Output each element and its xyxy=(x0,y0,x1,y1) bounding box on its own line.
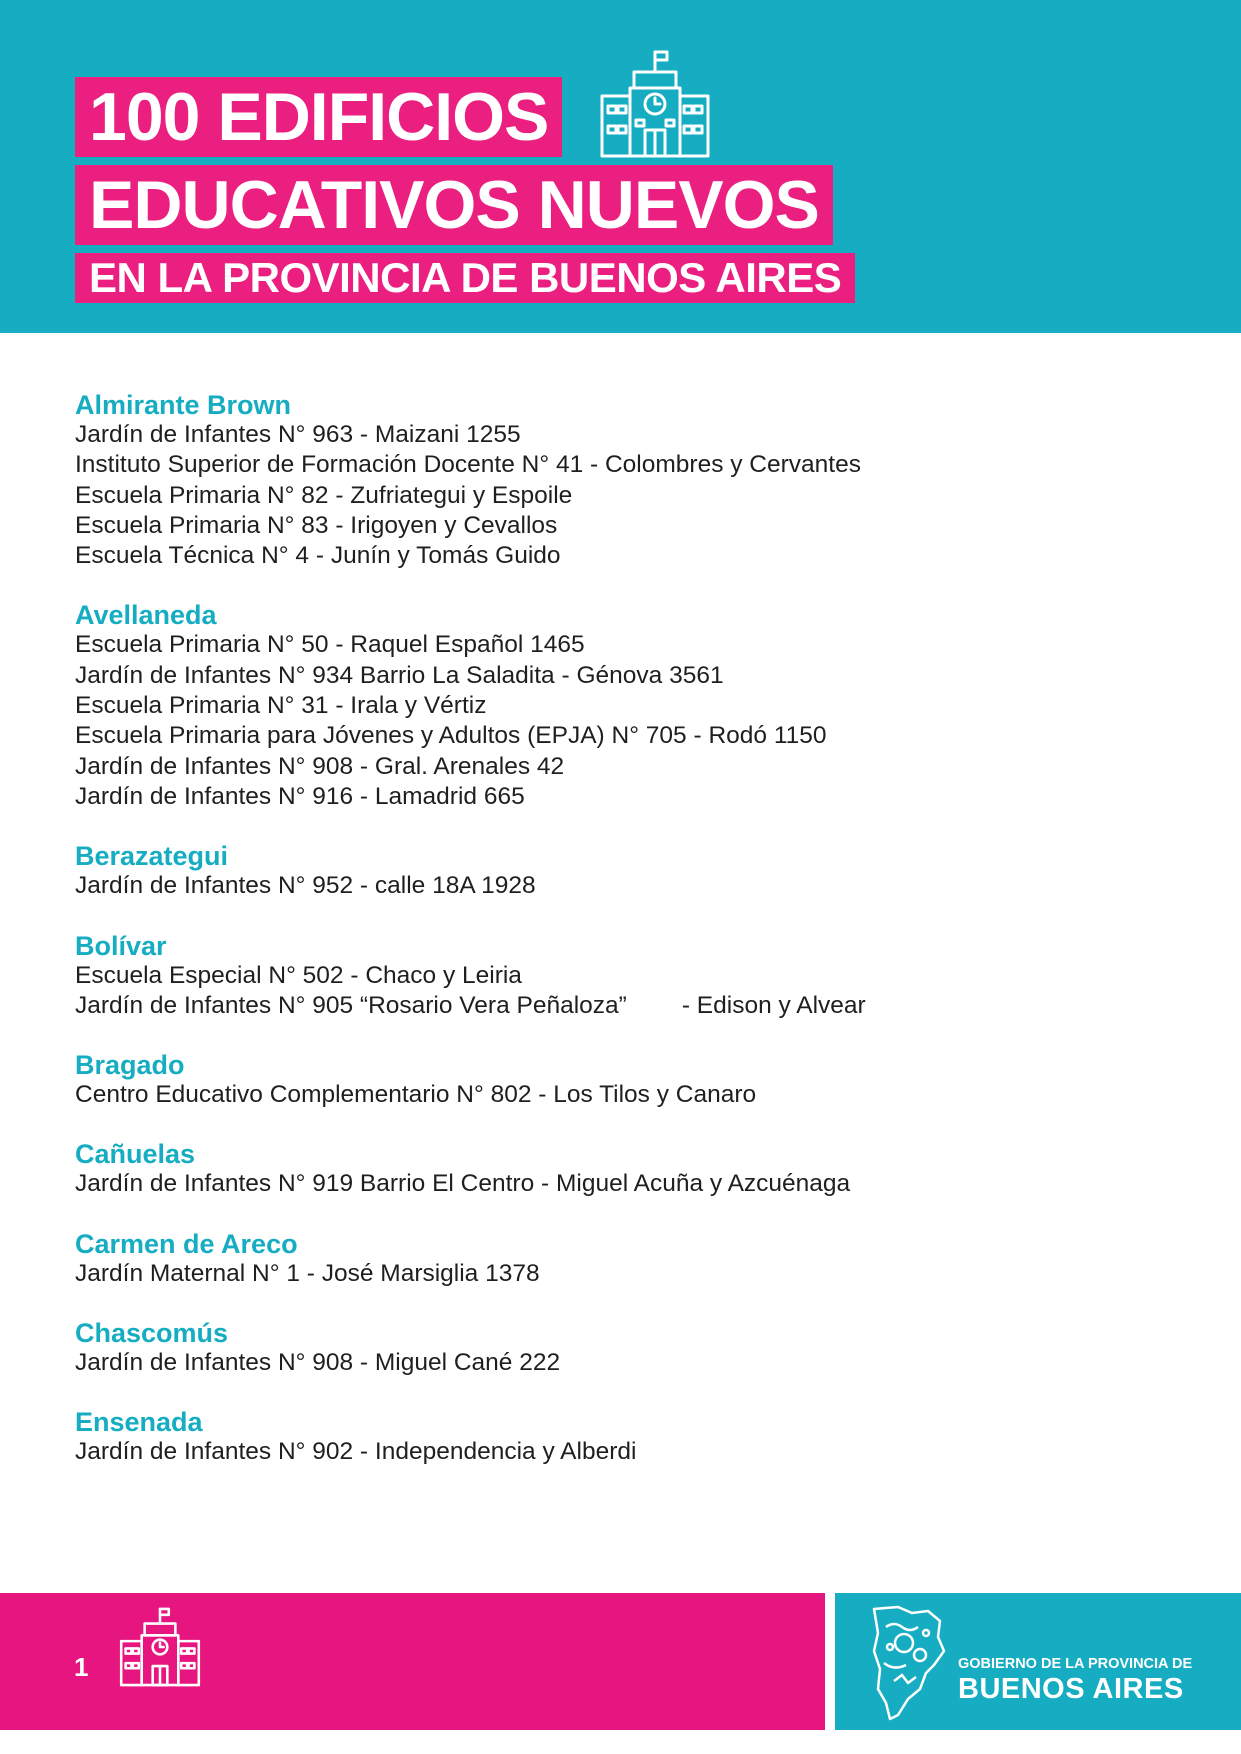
title-line-2: EDUCATIVOS NUEVOS xyxy=(75,165,833,245)
list-item xyxy=(75,991,1075,1021)
list-item: Escuela Primaria N° 31 - Irala y Vértiz xyxy=(75,692,487,720)
school-building-icon xyxy=(118,1606,202,1688)
list-item: Jardín de Infantes N° 963 - Maizani 1255 xyxy=(75,421,521,448)
list-item: Jardín de Infantes N° 919 Barrio El Centro - Miguel Acuña y Azcuénaga xyxy=(75,1170,851,1198)
title-line-3: EN LA PROVINCIA DE BUENOS AIRES xyxy=(75,253,855,303)
section-bragado xyxy=(75,1050,1075,1110)
title-line-1: 100 EDIFICIOS xyxy=(75,77,562,157)
list-item-address: - Edison y Alvear xyxy=(681,991,866,1019)
list-item: Instituto Superior de Formación Docente N° 41 - Colombres y Cervantes xyxy=(75,451,861,479)
page-number: 1 xyxy=(74,1652,89,1682)
list-item: Jardín de Infantes N° 908 - Gral. Arenales 42 xyxy=(75,752,565,780)
section-almirante-brown xyxy=(75,390,1075,571)
list-item: Escuela Primaria N° 83 - Irigoyen y Cevallos xyxy=(75,511,558,539)
schools-list xyxy=(75,390,1075,1497)
section-title: Ensenada xyxy=(75,1407,203,1438)
section-title: Carmen de Areco xyxy=(75,1228,298,1259)
section-title: Chascomús xyxy=(75,1318,229,1349)
list-item: Escuela Primaria para Jóvenes y Adultos (EPJA) N° 705 - Rodó 1150 xyxy=(75,722,827,750)
list-item: Jardín de Infantes N° 952 - calle 18A 1928 xyxy=(75,872,536,900)
government-line-2: BUENOS AIRES xyxy=(958,1673,1184,1705)
list-item: Jardín Maternal N° 1 - José Marsiglia 1378 xyxy=(75,1259,540,1287)
section-ensenada xyxy=(75,1407,1075,1467)
section-title: Bolívar xyxy=(75,930,167,961)
province-map-logo xyxy=(868,1603,948,1723)
list-item-text: Jardín de Infantes N° 905 “Rosario Vera Peñaloza” xyxy=(75,991,627,1019)
list-item: Escuela Primaria N° 82 - Zufriategui y Espoile xyxy=(75,481,573,509)
section-title: Avellaneda xyxy=(75,600,217,631)
list-item: Jardín de Infantes N° 902 - Independencia y Alberdi xyxy=(75,1438,637,1466)
list-item: Centro Educativo Complementario N° 802 - Los Tilos y Canaro xyxy=(75,1081,757,1109)
section-chascomus xyxy=(75,1318,1075,1378)
section-title: Bragado xyxy=(75,1050,185,1081)
list-item: Jardín de Infantes N° 916 - Lamadrid 665 xyxy=(75,782,525,810)
government-line-1: GOBIERNO DE LA PROVINCIA DE xyxy=(958,1656,1193,1672)
section-title: Cañuelas xyxy=(75,1139,196,1170)
list-item: Jardín de Infantes N° 934 Barrio La Saladita - Génova 3561 xyxy=(75,661,724,689)
section-carmen-de-areco xyxy=(75,1229,1075,1289)
section-bolivar xyxy=(75,931,1075,1022)
list-item: Escuela Técnica N° 4 - Junín y Tomás Guido xyxy=(75,542,561,570)
list-item: Jardín de Infantes N° 908 - Miguel Cané 222 xyxy=(75,1349,561,1377)
list-item: Escuela Primaria N° 50 - Raquel Español 1465 xyxy=(75,631,585,659)
section-title: Berazategui xyxy=(75,841,229,872)
header-banner xyxy=(0,0,1241,333)
section-berazategui xyxy=(75,841,1075,901)
school-building-icon xyxy=(598,48,712,160)
section-title: Almirante Brown xyxy=(75,390,292,420)
list-item: Escuela Especial N° 502 - Chaco y Leiria xyxy=(75,961,522,989)
section-canuelas xyxy=(75,1139,1075,1199)
section-avellaneda xyxy=(75,600,1075,812)
